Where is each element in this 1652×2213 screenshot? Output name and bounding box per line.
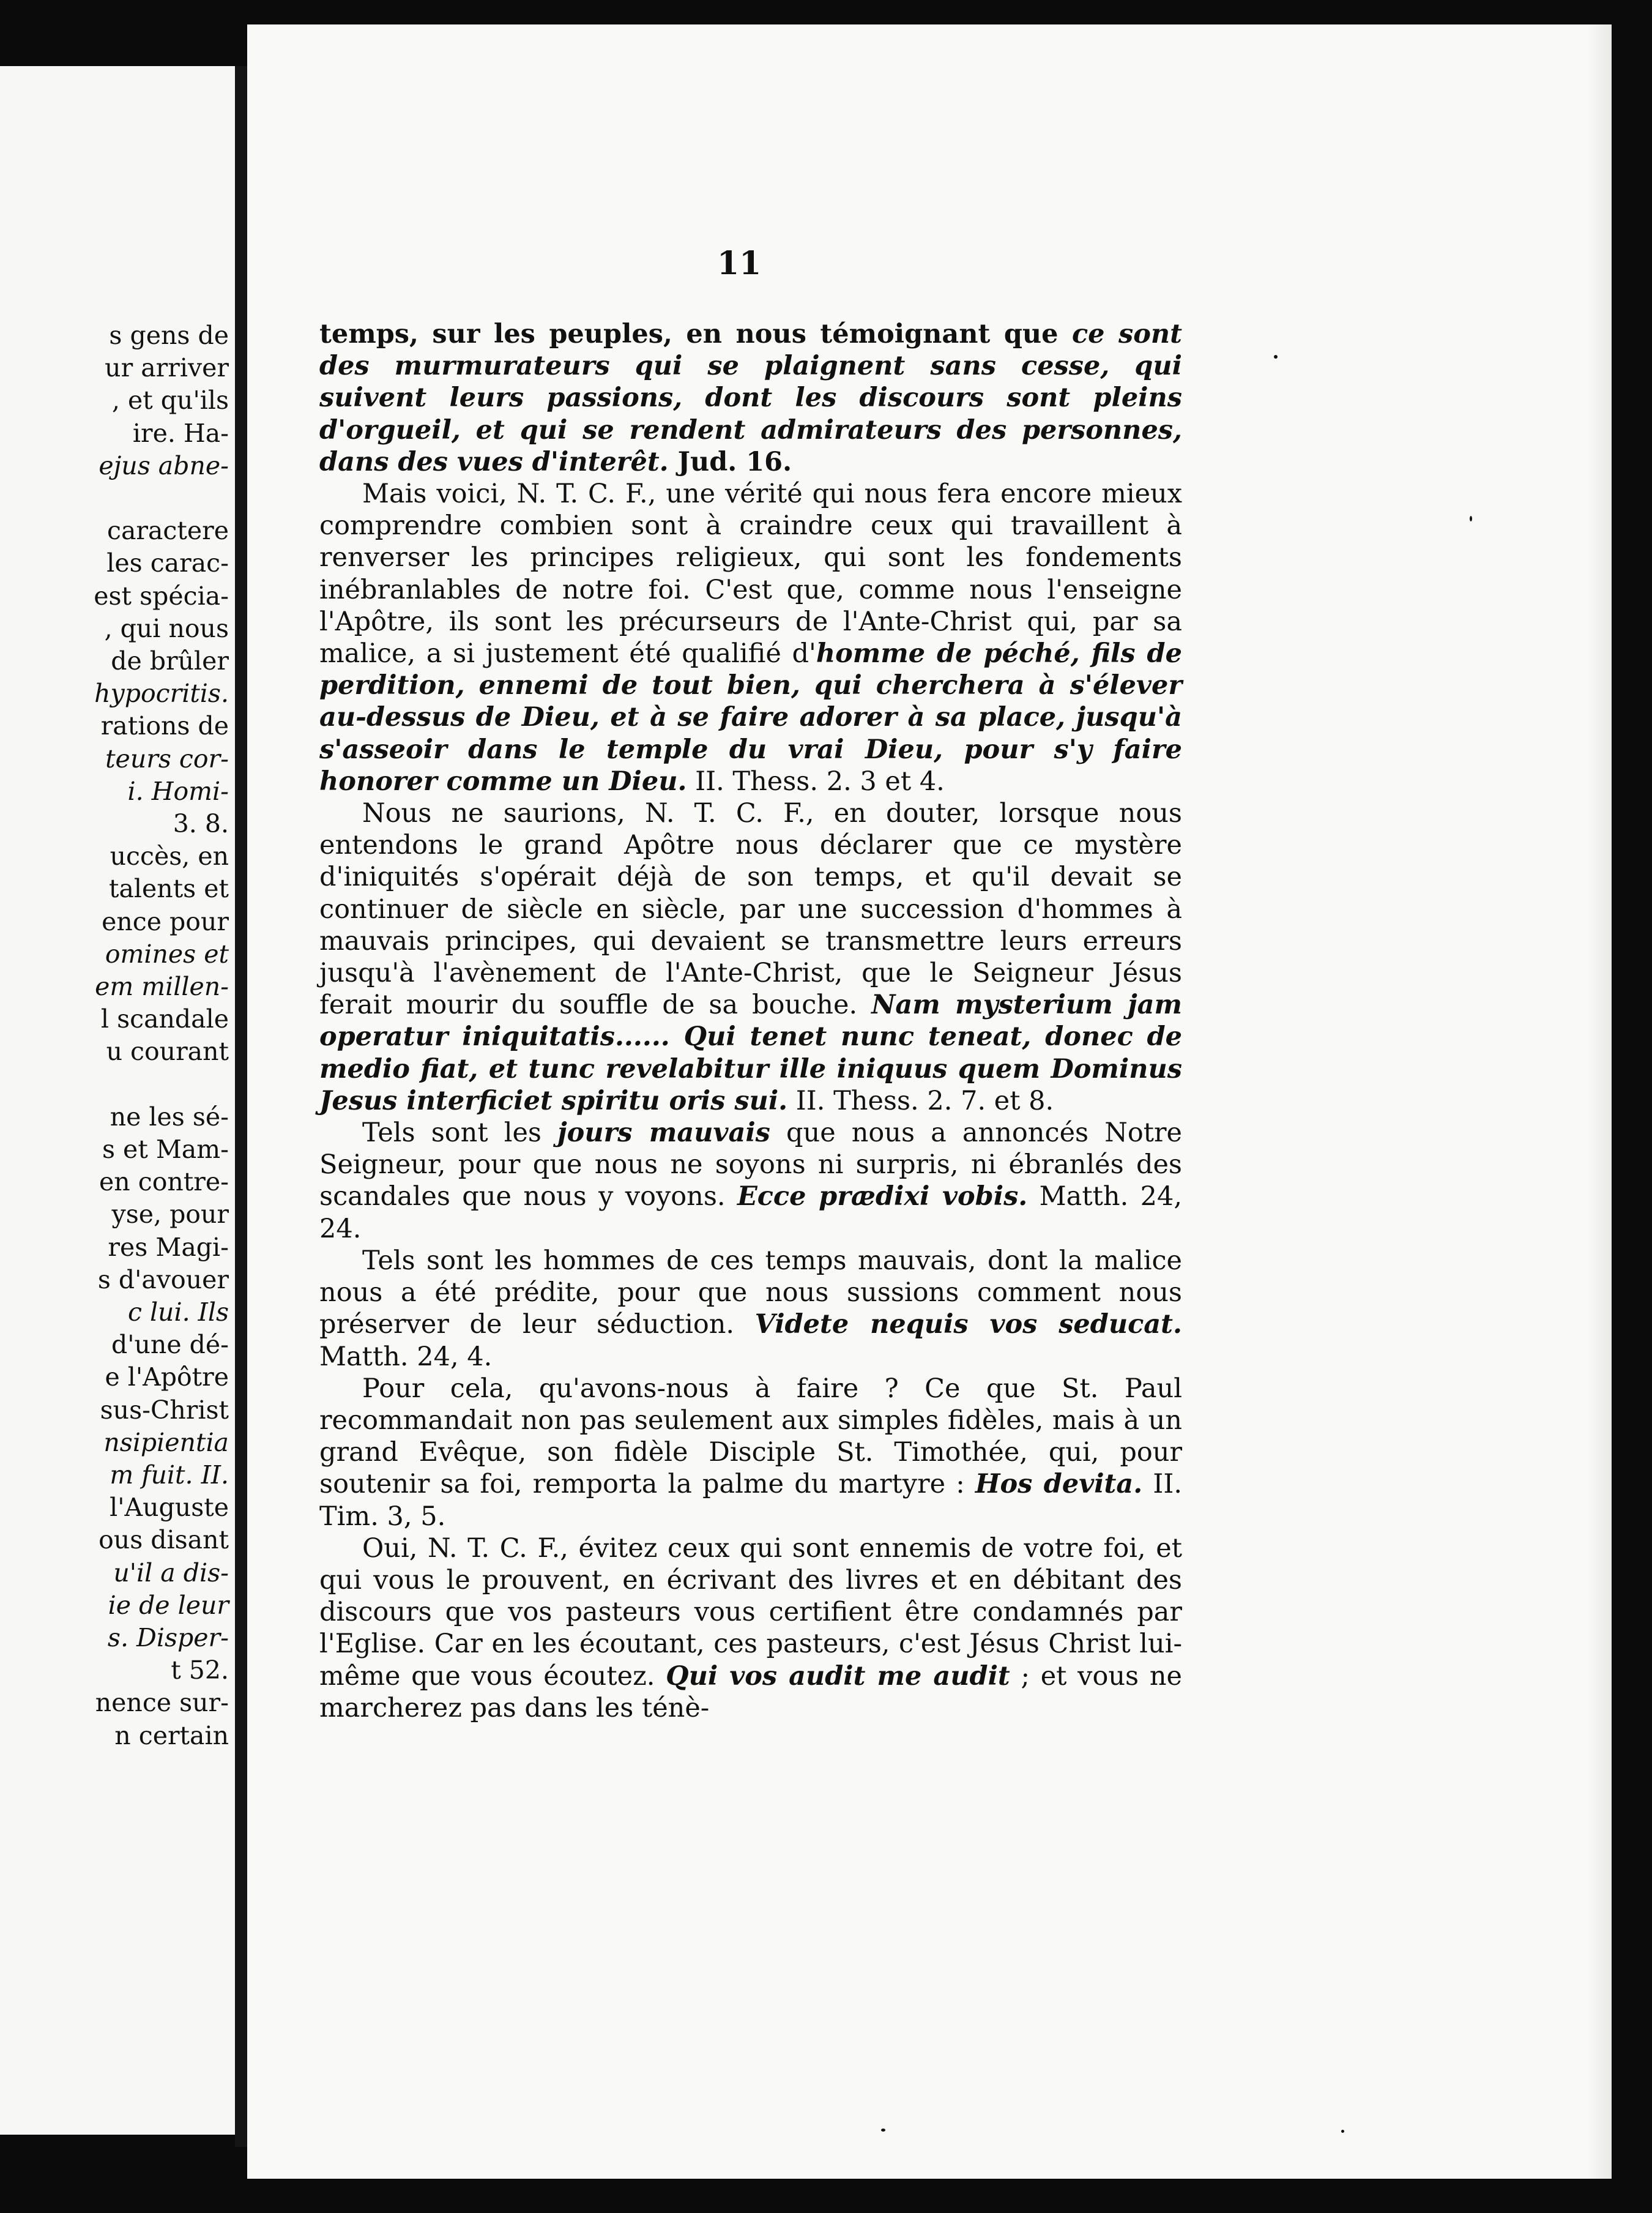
italic-quotation: Videte nequis vos seducat. — [754, 1309, 1182, 1340]
paragraph — [319, 1532, 1182, 1724]
body-text: ; et vous ne marcherez pas dans les ténè- — [319, 1660, 1182, 1723]
left-page-line: 3. 8. — [173, 809, 229, 838]
left-page-line: d'une dé- — [111, 1330, 229, 1360]
body-text: II. Thess. 2. 3 et 4. — [686, 766, 945, 797]
body-text: II. Thess. 2. 7. et 8. — [787, 1085, 1054, 1116]
left-page-line: i. Homi- — [127, 776, 229, 806]
body-text: Oui, N. T. C. F., évitez ceux qui sont ennemis de votre foi, et qui vous le prouvent, en écrivant des livres et en débitant des discours que vos pasteurs vous certifient être condamnés par l'Eglise. Car en les écoutant, ces pasteurs, c'est Jésus Christ lui-même que vous écoutez. — [319, 1532, 1182, 1692]
left-page-line: s. Disper- — [107, 1623, 229, 1652]
body-text: Mais voici, N. T. C. F., une vérité qui nous fera encore mieux comprendre combien sont à craindre ceux qui travaillent à renverser les principes religieux, qui sont les fondements inébranlables de notre foi. C'est que, comme nous l'enseigne l'Apôtre, ils sont les précurseurs de l'Ante-Christ qui, par sa malice, a si justement été qualifié d' — [319, 479, 1182, 670]
body-text: Matth. 24, 4. — [319, 1341, 493, 1372]
paragraph — [319, 1373, 1182, 1532]
paragraph — [319, 478, 1182, 797]
left-page-line: talents et — [109, 874, 229, 904]
left-page-line: les carac- — [106, 548, 229, 578]
left-page-line: s et Mam- — [102, 1135, 229, 1164]
body-text: Nous ne saurions, N. T. C. F., en douter, lorsque nous entendons le grand Apôtre nous déclarer que ce mystère d'iniquités s'opérait déjà de son temps, et qu'il devait se continuer de siècle en siècle, par une succession d'hommes à mauvais principes, qui devaient se transmettre leurs erreurs jusqu'à l'avènement de l'Ante-Christ, que le Seigneur Jésus ferait mourir du souffle de sa bouche. — [319, 798, 1182, 1021]
left-page-line: teurs cor- — [105, 744, 229, 774]
paragraph — [319, 1245, 1182, 1373]
left-page-line: ie de leur — [108, 1590, 229, 1620]
scan-speck — [1274, 355, 1278, 359]
italic-quotation: homme de péché, fils de perdition, ennemi de tout bien, qui cherchera à s'élever au-dessus de Dieu, et à se faire adorer à sa place, jusqu'à s'asseoir dans le temple du vrai Dieu, pour s'y faire honorer comme un Dieu. — [319, 638, 1182, 797]
paragraph — [319, 1117, 1182, 1245]
italic-quotation: Nam mysterium jam operatur iniquitatis...... Qui tenet nunc teneat, donec de medio fiat, et tunc revelabitur ille iniquus quem Dominus Jesus interficiet spiritu oris sui. — [319, 990, 1182, 1116]
left-page-line: e l'Apôtre — [105, 1362, 229, 1392]
left-page-line: em millen- — [95, 972, 229, 1001]
paragraph — [319, 797, 1182, 1117]
facing-page-left — [0, 66, 235, 2135]
body-text: Matth. 24, 24. — [319, 1181, 1183, 1244]
italic-quotation: Ecce prædixi vobis. — [737, 1181, 1028, 1212]
left-page-line: yse, pour — [111, 1200, 229, 1230]
left-page-line: ous disant — [99, 1525, 229, 1555]
paragraph — [319, 318, 1182, 478]
left-page-line: ire. Ha- — [132, 418, 229, 448]
left-page-line: s gens de — [109, 321, 229, 350]
left-page-line: sus-Christ — [100, 1395, 229, 1425]
left-page-line: , qui nous — [104, 613, 229, 643]
left-page-line: ence pour — [102, 906, 229, 936]
left-page-line: m fuit. II. — [110, 1460, 229, 1490]
page-edge — [1587, 24, 1612, 2179]
left-page-line: u'il a dis- — [113, 1558, 229, 1588]
left-page-line: est spécia- — [94, 581, 229, 611]
left-page-line: caractere — [106, 516, 229, 546]
left-page-line: hypocritis. — [94, 679, 229, 709]
left-page-line: s d'avouer — [97, 1264, 229, 1294]
left-page-line: , et qu'ils — [111, 386, 229, 416]
body-text: II. Tim. 3, 5. — [319, 1469, 1182, 1532]
left-page-line: ejus abne- — [99, 450, 229, 480]
left-page-line: c lui. Ils — [127, 1297, 229, 1327]
body-text: Pour cela, qu'avons-nous à faire ? Ce que St. Paul recommandait non pas seulement aux simples fidèles, mais à un grand Evêque, son fidèle Disciple St. Timothée, qui, pour soutenir sa foi, remporta la palme du martyre : — [319, 1373, 1182, 1500]
italic-quotation: Hos devita. — [975, 1469, 1143, 1500]
scan-speck — [1470, 516, 1472, 521]
scan-speck — [1341, 2130, 1344, 2133]
left-page-line: en contre- — [99, 1167, 229, 1197]
left-page-line: rations de — [100, 711, 229, 741]
left-page-line: res Magi- — [108, 1232, 229, 1262]
left-page-line: n certain — [114, 1720, 229, 1750]
body-text: que nous a annoncés Notre Seigneur, pour que nous ne soyons ni surpris, ni ébranlés des scandales que nous y voyons. — [319, 1118, 1182, 1212]
body-text: Jud. 16. — [668, 446, 792, 477]
italic-quotation: Qui vos audit me audit — [666, 1660, 1010, 1692]
page-text — [319, 318, 1182, 1724]
left-page-line: t 52. — [171, 1655, 229, 1685]
page-number: 11 — [717, 245, 762, 282]
left-page-line: nence sur- — [95, 1688, 229, 1718]
left-page-line: l scandale — [100, 1004, 229, 1034]
left-page-line: omines et — [105, 939, 229, 969]
italic-quotation: jours mauvais — [557, 1118, 770, 1149]
left-page-line: l'Auguste — [110, 1493, 229, 1523]
body-text: temps, sur les peuples, en nous témoignant que — [319, 319, 1072, 349]
left-page-line: nsipientia — [103, 1427, 229, 1457]
body-text: Tels sont les — [362, 1118, 558, 1149]
left-page-line: ne les sé- — [110, 1102, 229, 1132]
left-page-line: de brûler — [111, 646, 229, 676]
italic-quotation: ce sont des murmurateurs qui se plaignent sans cesse, qui suivent leurs passions, dont les discours sont pleins d'orgueil, et qui se rendent admirateurs des personnes, dans des vues d'interêt. — [319, 319, 1183, 477]
left-page-line: ur arriver — [105, 353, 229, 383]
left-page-line: u courant — [106, 1037, 229, 1067]
body-text: Tels sont les hommes de ces temps mauvais, dont la malice nous a été prédite, pour que nous sussions comment nous préserver de leur séduction. — [319, 1245, 1182, 1340]
scan-speck — [881, 2129, 885, 2132]
book-gutter — [235, 66, 248, 2147]
left-page-line: uccès, en — [110, 842, 229, 871]
